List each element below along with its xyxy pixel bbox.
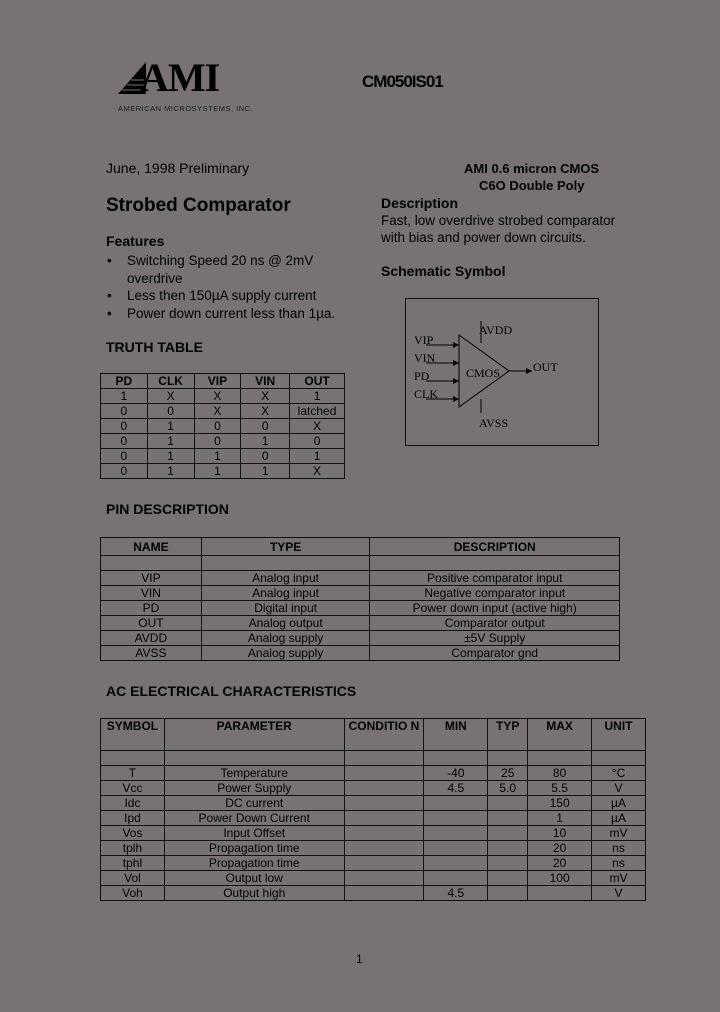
pin-header-name: NAME (101, 538, 202, 556)
ac-table-row (101, 826, 646, 841)
ac-table-row-cell (488, 826, 528, 841)
ac-table-row-cell: 5.0 (488, 781, 528, 796)
page-title: Strobed Comparator (106, 195, 291, 216)
ac-table-row-cell (344, 766, 424, 781)
ac-table-row-cell: V (592, 886, 646, 901)
schematic-center: CMOS (466, 366, 501, 380)
truth-table-row-cell: X (290, 464, 345, 479)
ac-table-row-cell (424, 751, 488, 766)
pin-header-type: TYPE (201, 538, 370, 556)
ac-table-row-cell: Output low (164, 871, 344, 886)
truth-header-vip: VIP (194, 374, 241, 389)
pin-table-row (101, 586, 620, 601)
ac-table-row-cell (424, 811, 488, 826)
ac-table-row-cell: °C (592, 766, 646, 781)
ac-table-row-cell: 150 (528, 796, 592, 811)
truth-header-clk: CLK (147, 374, 194, 389)
logo-text: AMI (140, 55, 220, 100)
truth-table-row-cell: 1 (290, 449, 345, 464)
ac-table-row-cell: 10 (528, 826, 592, 841)
ac-table-row-cell (528, 751, 592, 766)
ac-table-row-cell: µA (592, 811, 646, 826)
ac-heading: AC ELECTRICAL CHARACTERISTICS (106, 683, 357, 699)
pin-table-row-cell: Power down input (active high) (370, 601, 620, 616)
pin-table-row (101, 571, 620, 586)
ac-table-row-cell (344, 871, 424, 886)
description-line-1: Fast, low overdrive strobed comparator (381, 213, 616, 228)
ac-table-row (101, 856, 646, 871)
ac-header-max: MAX (528, 719, 592, 751)
truth-table-row-cell: 1 (147, 434, 194, 449)
ac-table-row-cell: 20 (528, 856, 592, 871)
pin-table-row-cell: AVSS (101, 646, 202, 661)
ac-table-row-cell: ns (592, 841, 646, 856)
schematic-box (405, 298, 599, 446)
truth-table-row-cell: X (290, 419, 345, 434)
truth-table-row-cell: X (194, 389, 241, 404)
ac-table-row (101, 811, 646, 826)
ac-table-row-cell: tplh (101, 841, 165, 856)
pin-table-row-cell: OUT (101, 616, 202, 631)
truth-table-row-cell: 0 (241, 419, 290, 434)
pin-table-row (101, 556, 620, 571)
ac-table-row-cell (344, 811, 424, 826)
ac-table-row-cell: 4.5 (424, 781, 488, 796)
ac-table-row-cell: tphl (101, 856, 165, 871)
pin-table-row-cell: VIN (101, 586, 202, 601)
pin-table-row (101, 616, 620, 631)
page-number: 1 (356, 952, 363, 966)
pin-table-row-cell: Negative comparator input (370, 586, 620, 601)
ac-table-row-cell: ns (592, 856, 646, 871)
truth-table-row-cell: X (241, 389, 290, 404)
ac-table-row-cell (344, 751, 424, 766)
ac-table-row-cell (344, 886, 424, 901)
truth-table-row-cell: 0 (147, 404, 194, 419)
truth-table-row (101, 419, 345, 434)
schematic-output: OUT (533, 360, 558, 374)
ac-table-row (101, 751, 646, 766)
ac-table-row (101, 886, 646, 901)
truth-header-pd: PD (101, 374, 148, 389)
ac-table-row (101, 841, 646, 856)
ac-table-row-cell: Output high (164, 886, 344, 901)
truth-table-header (101, 374, 345, 389)
pin-table-header (101, 538, 620, 556)
truth-table-row-cell: 1 (147, 449, 194, 464)
ac-table-header (101, 719, 646, 751)
pin-table-row-cell (101, 556, 202, 571)
feature-item: • Switching Speed 20 ns @ 2mV (107, 252, 357, 270)
truth-table-row-cell: 1 (194, 449, 241, 464)
truth-table-row-cell: 0 (101, 449, 148, 464)
pin-table-row (101, 631, 620, 646)
schematic-avdd: AVDD (479, 323, 513, 337)
schematic-input-vin: VIN (414, 351, 436, 365)
ac-table-row-cell: Vol (101, 871, 165, 886)
pin-table (100, 537, 620, 661)
date-line: June, 1998 Preliminary (106, 160, 250, 176)
truth-table-row-cell: 1 (101, 389, 148, 404)
ac-table-row-cell (528, 886, 592, 901)
truth-table-row-cell: 0 (290, 434, 345, 449)
schematic-input-clk: CLK (414, 387, 438, 401)
pin-table-row-cell (201, 556, 370, 571)
ac-table-row-cell (424, 826, 488, 841)
pin-table-row-cell: Digital input (201, 601, 370, 616)
ac-table-row-cell: 1 (528, 811, 592, 826)
truth-table (100, 373, 345, 479)
truth-header-vin: VIN (241, 374, 290, 389)
ac-table-row-cell (488, 796, 528, 811)
pin-table-row-cell: Comparator output (370, 616, 620, 631)
truth-table-row-cell: 0 (241, 449, 290, 464)
truth-table-row (101, 464, 345, 479)
ac-table-row-cell: Input Offset (164, 826, 344, 841)
ac-table-row-cell (344, 856, 424, 871)
pin-table-row-cell: Analog output (201, 616, 370, 631)
ac-table-row-cell: 100 (528, 871, 592, 886)
truth-table-row-cell: 1 (147, 419, 194, 434)
truth-table-row (101, 404, 345, 419)
truth-table-row-cell: 0 (101, 419, 148, 434)
truth-table-row-cell: X (241, 404, 290, 419)
ac-table-row-cell (488, 871, 528, 886)
pin-table-row-cell: AVDD (101, 631, 202, 646)
truth-table-row-cell: 0 (101, 404, 148, 419)
ac-table-row-cell (344, 826, 424, 841)
part-number: CM050IS01 (362, 72, 443, 91)
truth-table-row-cell: X (194, 404, 241, 419)
description-heading: Description (381, 195, 459, 211)
pin-table-row-cell: Analog input (201, 586, 370, 601)
pin-table-row-cell (370, 556, 620, 571)
pin-table-row-cell: Analog supply (201, 631, 370, 646)
pin-table-row (101, 646, 620, 661)
ac-table-row-cell: T (101, 766, 165, 781)
ac-header-unit: UNIT (592, 719, 646, 751)
ac-table-row-cell (101, 751, 165, 766)
truth-table-row-cell: 0 (101, 464, 148, 479)
pin-table-row-cell: Analog input (201, 571, 370, 586)
ac-table-row-cell (488, 886, 528, 901)
ac-table-row-cell: Voh (101, 886, 165, 901)
ac-table-row-cell: mV (592, 826, 646, 841)
truth-table-row-cell: X (147, 389, 194, 404)
ac-table-row-cell: Propagation time (164, 841, 344, 856)
ac-table-row-cell: Propagation time (164, 856, 344, 871)
ac-header-condition: CONDITIO N (344, 719, 424, 751)
ac-table (100, 718, 646, 901)
ac-header-typ: TYP (488, 719, 528, 751)
ac-table-row-cell (344, 841, 424, 856)
ac-table-row-cell (592, 751, 646, 766)
feature-item: • Less then 150µA supply current (107, 287, 357, 305)
ac-header-symbol: SYMBOL (101, 719, 165, 751)
ac-header-min: MIN (424, 719, 488, 751)
truth-table-heading: TRUTH TABLE (106, 339, 203, 355)
ac-header-parameter: PARAMETER (164, 719, 344, 751)
schematic-input-vip: VIP (414, 333, 434, 347)
truth-table-row (101, 389, 345, 404)
ac-table-row-cell (488, 811, 528, 826)
process-line-2: C6O Double Poly (479, 178, 585, 193)
ac-table-row-cell: 25 (488, 766, 528, 781)
ac-table-row-cell: 80 (528, 766, 592, 781)
truth-table-row (101, 449, 345, 464)
ac-table-row-cell: 20 (528, 841, 592, 856)
truth-table-row (101, 434, 345, 449)
ac-table-row (101, 871, 646, 886)
features-list (107, 252, 357, 322)
ac-table-row-cell (344, 781, 424, 796)
ac-table-row-cell (488, 856, 528, 871)
ac-table-row-cell: Power Down Current (164, 811, 344, 826)
pin-table-row-cell: ±5V Supply (370, 631, 620, 646)
ac-table-row-cell (344, 796, 424, 811)
ac-table-row (101, 781, 646, 796)
schematic-input-pd: PD (414, 369, 430, 383)
ac-table-row-cell (424, 841, 488, 856)
schematic-heading: Schematic Symbol (381, 263, 506, 279)
ac-table-row-cell: -40 (424, 766, 488, 781)
ac-table-row-cell: DC current (164, 796, 344, 811)
ac-table-row-cell: 4.5 (424, 886, 488, 901)
pin-header-description: DESCRIPTION (370, 538, 620, 556)
ac-table-row-cell: Ipd (101, 811, 165, 826)
ac-table-row (101, 766, 646, 781)
ac-table-row-cell: Vos (101, 826, 165, 841)
ac-table-row-cell (424, 871, 488, 886)
features-heading: Features (106, 233, 165, 249)
truth-table-row-cell: 1 (147, 464, 194, 479)
truth-table-row-cell: 1 (290, 389, 345, 404)
truth-table-row-cell: 0 (101, 434, 148, 449)
feature-item: • Power down current less than 1µa. (107, 305, 357, 323)
feature-item-continued: overdrive (127, 270, 183, 286)
pin-table-row-cell: Analog supply (201, 646, 370, 661)
pin-table-row-cell: VIP (101, 571, 202, 586)
ac-table-row-cell (488, 751, 528, 766)
truth-table-row-cell: 1 (194, 464, 241, 479)
process-line-1: AMI 0.6 micron CMOS (464, 161, 600, 176)
ac-table-row-cell: Temperature (164, 766, 344, 781)
truth-table-row-cell: 1 (241, 434, 290, 449)
pin-table-row-cell: PD (101, 601, 202, 616)
truth-table-row-cell: 1 (241, 464, 290, 479)
ac-table-row-cell: Idc (101, 796, 165, 811)
ac-table-row-cell: Vcc (101, 781, 165, 796)
ac-table-row-cell (164, 751, 344, 766)
truth-header-out: OUT (290, 374, 345, 389)
schematic-avss: AVSS (479, 416, 509, 430)
logo-subtitle: AMERICAN MICROSYSTEMS, INC. (118, 104, 254, 113)
ac-table-row-cell (424, 856, 488, 871)
pin-description-heading: PIN DESCRIPTION (106, 501, 229, 517)
truth-table-row-cell: 0 (194, 434, 241, 449)
truth-table-row-cell: latched (290, 404, 345, 419)
ac-table-row (101, 796, 646, 811)
ac-table-row-cell: 5.5 (528, 781, 592, 796)
ac-table-row-cell (424, 796, 488, 811)
pin-table-row-cell: Positive comparator input (370, 571, 620, 586)
truth-table-row-cell: 0 (194, 419, 241, 434)
ac-table-row-cell: Power Supply (164, 781, 344, 796)
pin-table-row-cell: Comparator gnd (370, 646, 620, 661)
description-line-2: with bias and power down circuits. (381, 230, 586, 245)
ac-table-row-cell: V (592, 781, 646, 796)
ac-table-row-cell: µA (592, 796, 646, 811)
comparator-symbol (406, 299, 598, 445)
pin-table-row (101, 601, 620, 616)
ac-table-row-cell (488, 841, 528, 856)
ac-table-row-cell: mV (592, 871, 646, 886)
